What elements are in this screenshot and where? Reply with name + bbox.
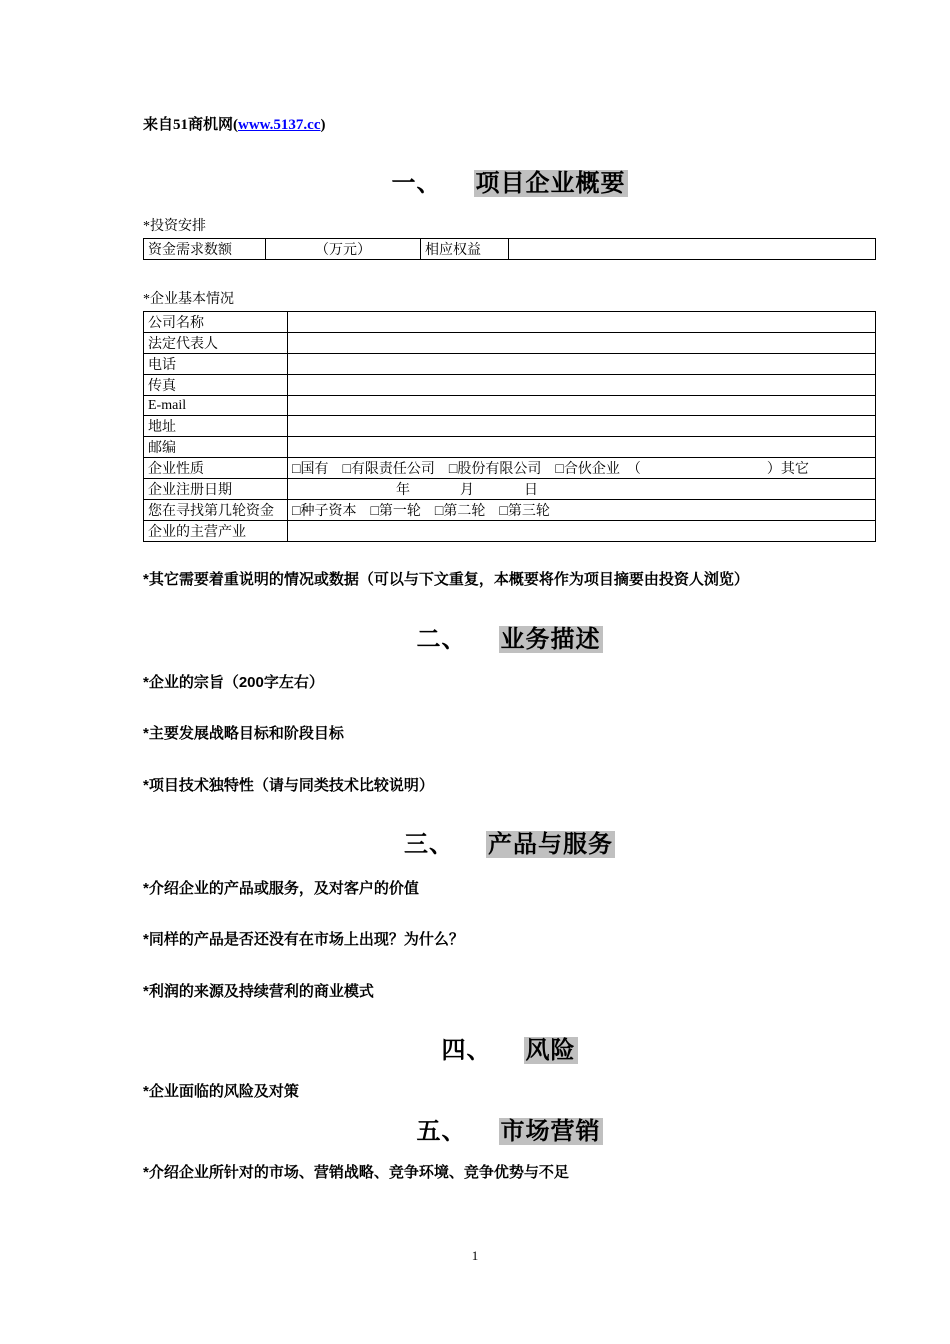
- field-label: 企业性质: [144, 458, 288, 479]
- source-suffix: ): [320, 117, 326, 133]
- table-row: [144, 333, 876, 354]
- field-label: 电话: [144, 354, 288, 375]
- table-row: [144, 239, 876, 260]
- section4-number: 四、: [441, 1037, 492, 1065]
- field-label: 公司名称: [144, 312, 288, 333]
- field-value[interactable]: [288, 416, 876, 437]
- section2-heading: [143, 624, 876, 655]
- product-item: *同样的产品是否还没有在市场上出现？为什么？: [143, 931, 464, 949]
- basic-info-label: *企业基本情况: [143, 292, 234, 308]
- section5-title-highlight: 市场营销: [500, 1117, 601, 1145]
- section2-number: 二、: [416, 625, 467, 653]
- business-item: *企业的宗旨（200字左右）: [143, 673, 324, 691]
- product-item: *介绍企业的产品或服务，及对客户的价值: [143, 879, 419, 897]
- table-row: [144, 479, 876, 500]
- field-value[interactable]: [288, 312, 876, 333]
- section5-heading: [143, 1116, 876, 1147]
- basic-info-table: [143, 311, 876, 542]
- section2-title-highlight: 业务描述: [500, 625, 601, 653]
- summary-note: *其它需要着重说明的情况或数据（可以与下文重复，本概要将作为项目摘要由投资人浏览）: [143, 571, 749, 589]
- field-label: 传真: [144, 375, 288, 396]
- source-prefix: 来自51商机网(: [143, 117, 238, 133]
- investment-label: *投资安排: [143, 219, 206, 235]
- table-row: [144, 437, 876, 458]
- field-value[interactable]: [288, 354, 876, 375]
- funding-value-cell[interactable]: [509, 239, 876, 260]
- risk-item: *企业面临的风险及对策: [143, 1083, 299, 1101]
- funding-round-options[interactable]: □种子资本 □第一轮 □第二轮 □第三轮: [288, 500, 876, 521]
- field-label: E-mail: [144, 396, 288, 416]
- product-item: *利润的来源及持续营利的商业模式: [143, 982, 374, 1000]
- page-number: 1: [471, 1248, 479, 1263]
- field-value[interactable]: [288, 396, 876, 416]
- registration-date-value[interactable]: 年 月 日: [288, 479, 876, 500]
- business-item: *项目技术独特性（请与同类技术比较说明）: [143, 776, 434, 794]
- section4-title-highlight: 风险: [525, 1037, 576, 1065]
- field-label: 邮编: [144, 437, 288, 458]
- table-row: [144, 375, 876, 396]
- section3-heading: [143, 829, 876, 860]
- field-label: 企业注册日期: [144, 479, 288, 500]
- field-label: 法定代表人: [144, 333, 288, 354]
- table-row: [144, 396, 876, 416]
- source-link[interactable]: www.5137.cc: [238, 117, 321, 133]
- enterprise-type-options[interactable]: □国有 □有限责任公司 □股份有限公司 □合伙企业 （ ）其它: [288, 458, 876, 479]
- field-label: 企业的主营产业: [144, 521, 288, 542]
- field-value[interactable]: [288, 437, 876, 458]
- source-line: [143, 113, 876, 134]
- field-label: 地址: [144, 416, 288, 437]
- page-content: [143, 0, 876, 1182]
- section1-number: 一、: [391, 170, 442, 197]
- table-row: [144, 500, 876, 521]
- section1-title-highlight: 项目企业概要: [475, 170, 626, 197]
- section5-number: 五、: [416, 1117, 467, 1145]
- section3-title-highlight: 产品与服务: [488, 831, 613, 859]
- field-value[interactable]: [288, 375, 876, 396]
- funding-col-equity: 相应权益: [421, 239, 509, 260]
- marketing-item: *介绍企业所针对的市场、营销战略、竞争环境、竞争优势与不足: [143, 1163, 569, 1181]
- section3-number: 三、: [404, 831, 454, 859]
- funding-col-unit: （万元）: [266, 239, 421, 260]
- field-value[interactable]: [288, 333, 876, 354]
- field-label: 您在寻找第几轮资金: [144, 500, 288, 521]
- table-row: [144, 458, 876, 479]
- table-row: [144, 312, 876, 333]
- field-value[interactable]: [288, 521, 876, 542]
- business-item: *主要发展战略目标和阶段目标: [143, 725, 344, 743]
- section1-heading: [143, 168, 876, 199]
- table-row: [144, 354, 876, 375]
- funding-table: [143, 238, 876, 260]
- table-row: [144, 416, 876, 437]
- funding-col-amount: 资金需求数额: [144, 239, 266, 260]
- table-row: [144, 521, 876, 542]
- section4-heading: [143, 1035, 876, 1066]
